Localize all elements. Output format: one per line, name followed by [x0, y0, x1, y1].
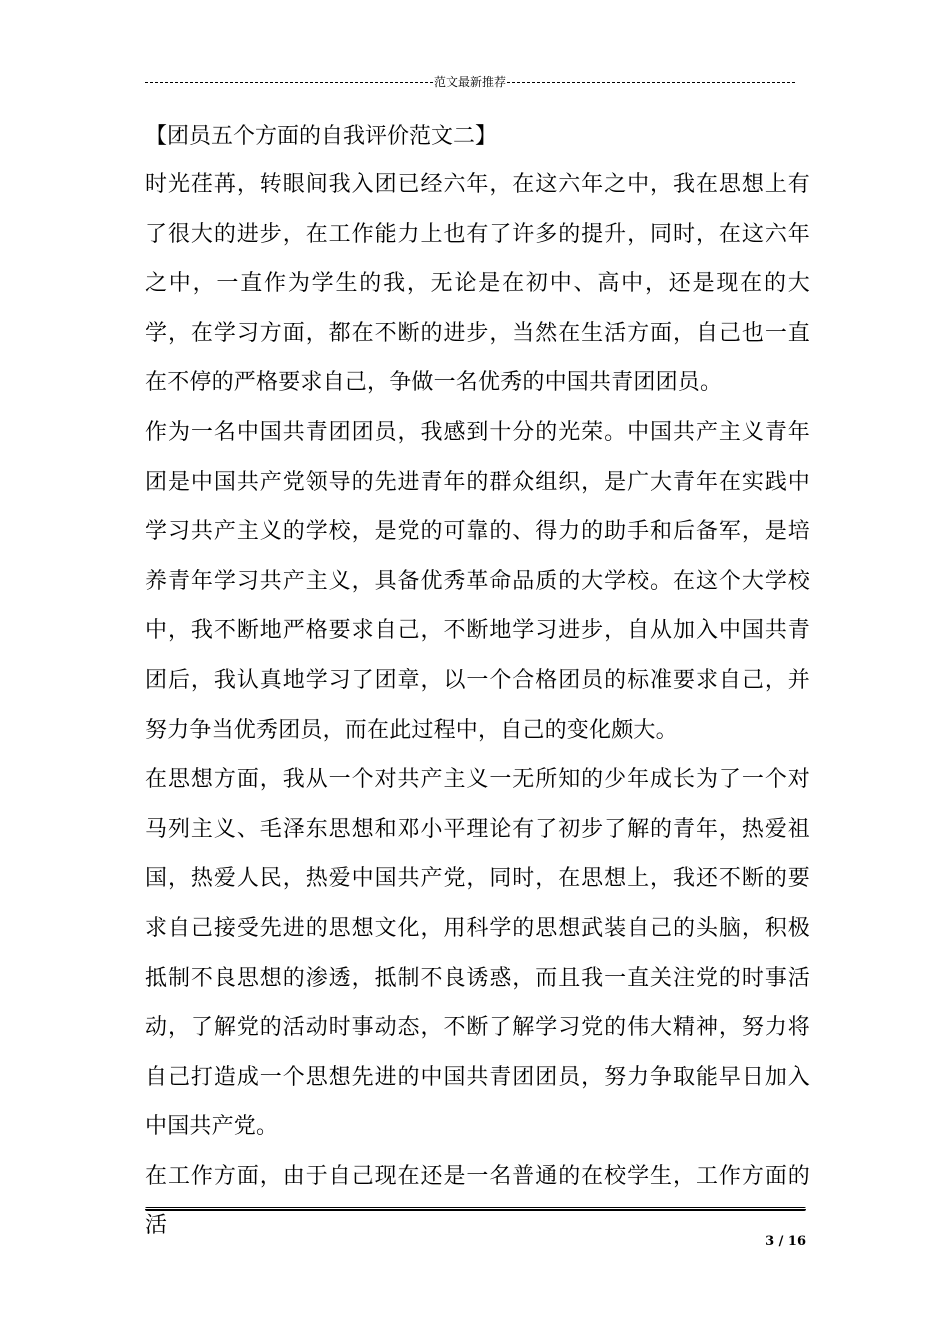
paragraph-thought: 在思想方面，我从一个对共产主义一无所知的少年成长为了一个对马列主义、毛泽东思想和邓小平理论有了初步了解的青年，热爱祖国，热爱人民，热爱中国共产党，同时，在思想上，我还不断的要求自己接受先进的思想文化，用科学的思想武装自己的头脑，积极抵制不良思想的渗透，抵制不良诱惑，而且我一直关注党的时事活动，了解党的活动时事动态，不断了解学习党的伟大精神，努力将自己打造成一个思想先进的中国共青团团员，努力争取能早日加入中国共产党。 — [145, 767, 810, 1140]
paragraph-intro: 时光荏苒，转眼间我入团已经六年，在这六年之中，我在思想上有了很大的进步，在工作能力上也有了许多的提升，同时，在这六年之中，一直作为学生的我，无论是在初中、高中，还是现在的大学，在学习方面，都在不断的进步，当然在生活方面，自己也一直在不停的严格要求自己，争做一名优秀的中国共青团团员。 — [145, 172, 810, 396]
document-body — [145, 113, 810, 1251]
page-header — [145, 72, 795, 92]
footer-rule — [145, 1207, 806, 1211]
paragraph-work: 在工作方面，由于自己现在还是一名普通的在校学生，工作方面的活 — [145, 1163, 810, 1239]
header-dash-left — [145, 82, 433, 83]
page-number: 3 / 16 — [765, 1234, 806, 1249]
header-dash-right — [507, 82, 795, 83]
document-heading: 【团员五个方面的自我评价范文二】 — [145, 124, 498, 149]
header-label: 范文最新推荐 — [434, 75, 507, 89]
paragraph-honor: 作为一名中国共青团团员，我感到十分的光荣。中国共产主义青年团是中国共产党领导的先进青年的群众组织，是广大青年在实践中学习共产主义的学校，是党的可靠的、得力的助手和后备军，是培养青年学习共产主义，具备优秀革命品质的大学校。在这个大学校中，我不断地严格要求自己，不断地学习进步，自从加入中国共青团后，我认真地学习了团章，以一个合格团员的标准要求自己，并努力争当优秀团员，而在此过程中，自己的变化颇大。 — [145, 419, 810, 743]
